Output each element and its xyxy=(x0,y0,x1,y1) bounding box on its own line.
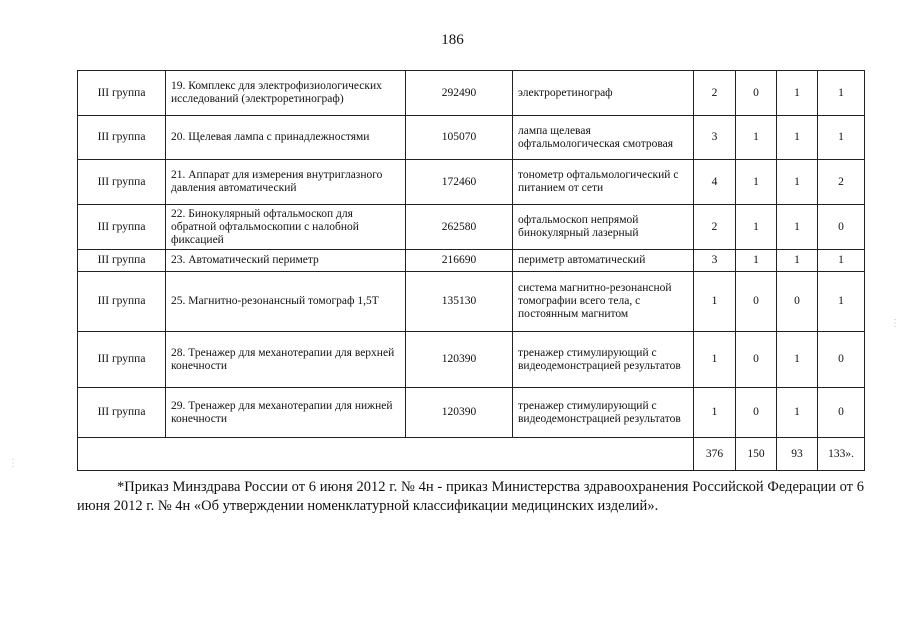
table-cell-count-3: 1 xyxy=(777,205,818,250)
table-cell-count-2: 0 xyxy=(736,272,777,332)
table-cell-kind: электроретинограф xyxy=(513,71,694,116)
table-cell-kind: офтальмоскоп непрямой бинокулярный лазерный xyxy=(513,205,694,250)
table-cell-code: 262580 xyxy=(406,205,513,250)
equipment-table xyxy=(77,70,865,471)
table-cell-count-3: 1 xyxy=(777,388,818,438)
table-cell-count-2: 0 xyxy=(736,388,777,438)
table-cell-count-4: 0 xyxy=(818,388,865,438)
table-cell-count-1: 2 xyxy=(694,71,736,116)
table-cell-count-1: 2 xyxy=(694,205,736,250)
table-cell-name: 22. Бинокулярный офтальмоскоп для обратной офтальмоскопии с налобной фиксацией xyxy=(166,205,406,250)
table-cell-count-1: 1 xyxy=(694,332,736,388)
table-cell-code: 172460 xyxy=(406,160,513,205)
table-cell-name: 19. Комплекс для электрофизиологических исследований (электроретинограф) xyxy=(166,71,406,116)
table-cell-name: 28. Тренажер для механотерапии для верхней конечности xyxy=(166,332,406,388)
margin-mark: ⋮ xyxy=(890,318,900,329)
table-cell-count-3: 1 xyxy=(777,71,818,116)
table-row xyxy=(78,160,865,205)
table-cell-count-3: 1 xyxy=(777,160,818,205)
table-cell-group: III группа xyxy=(78,205,166,250)
table-row xyxy=(78,332,865,388)
table-cell-group: III группа xyxy=(78,71,166,116)
table-cell-count-2: 1 xyxy=(736,205,777,250)
table-cell-code: 120390 xyxy=(406,388,513,438)
table-cell-count-1: 1 xyxy=(694,272,736,332)
table-cell-group: III группа xyxy=(78,388,166,438)
page-number: 186 xyxy=(441,32,464,48)
totals-blank-cell xyxy=(78,438,694,471)
table-cell-count-1: 3 xyxy=(694,116,736,160)
total-cell-4: 133». xyxy=(818,438,865,471)
table-cell-code: 120390 xyxy=(406,332,513,388)
margin-mark: ⋮ xyxy=(8,458,18,469)
footnote: *Приказ Минздрава России от 6 июня 2012 г. № 4н - приказ Министерства здравоохранения Российской Федерации от 6 июня 2012 г. № 4н «Об утверждении номенклатурной классификации медицинских изделий». xyxy=(77,479,864,514)
table-row xyxy=(78,205,865,250)
table-cell-count-2: 1 xyxy=(736,116,777,160)
table-cell-count-1: 4 xyxy=(694,160,736,205)
table-cell-count-4: 1 xyxy=(818,272,865,332)
table-cell-code: 135130 xyxy=(406,272,513,332)
table-cell-count-3: 1 xyxy=(777,250,818,272)
table-cell-count-3: 1 xyxy=(777,332,818,388)
table-cell-count-2: 0 xyxy=(736,332,777,388)
table-cell-group: III группа xyxy=(78,250,166,272)
table-cell-name: 25. Магнитно-резонансный томограф 1,5Т xyxy=(166,272,406,332)
table-cell-kind: тренажер стимулирующий с видеодемонстрацией результатов xyxy=(513,332,694,388)
table-row xyxy=(78,388,865,438)
total-cell-2: 150 xyxy=(736,438,777,471)
table-row xyxy=(78,116,865,160)
totals-row xyxy=(78,438,865,471)
table-cell-count-3: 0 xyxy=(777,272,818,332)
table-row xyxy=(78,250,865,272)
table-cell-group: III группа xyxy=(78,272,166,332)
table-cell-code: 216690 xyxy=(406,250,513,272)
table-cell-group: III группа xyxy=(78,160,166,205)
table-cell-kind: тренажер стимулирующий с видеодемонстрацией результатов xyxy=(513,388,694,438)
table-cell-count-4: 2 xyxy=(818,160,865,205)
table-cell-count-3: 1 xyxy=(777,116,818,160)
table-cell-count-4: 1 xyxy=(818,71,865,116)
table-cell-name: 23. Автоматический периметр xyxy=(166,250,406,272)
table-cell-count-2: 1 xyxy=(736,250,777,272)
table-cell-kind: система магнитно-резонансной томографии всего тела, с постоянным магнитом xyxy=(513,272,694,332)
table-cell-count-2: 1 xyxy=(736,160,777,205)
table-cell-name: 20. Щелевая лампа с принадлежностями xyxy=(166,116,406,160)
total-cell-3: 93 xyxy=(777,438,818,471)
table-row xyxy=(78,71,865,116)
table-cell-count-1: 3 xyxy=(694,250,736,272)
table-row xyxy=(78,272,865,332)
table-cell-kind: тонометр офтальмологический с питанием от сети xyxy=(513,160,694,205)
total-cell-1: 376 xyxy=(694,438,736,471)
table-cell-count-4: 1 xyxy=(818,250,865,272)
table-cell-count-2: 0 xyxy=(736,71,777,116)
table-cell-name: 29. Тренажер для механотерапии для нижней конечности xyxy=(166,388,406,438)
table-cell-code: 105070 xyxy=(406,116,513,160)
table-cell-count-4: 0 xyxy=(818,205,865,250)
table-cell-group: III группа xyxy=(78,116,166,160)
table-cell-name: 21. Аппарат для измерения внутриглазного давления автоматический xyxy=(166,160,406,205)
table-cell-code: 292490 xyxy=(406,71,513,116)
table-cell-kind: периметр автоматический xyxy=(513,250,694,272)
table-cell-count-1: 1 xyxy=(694,388,736,438)
table-cell-kind: лампа щелевая офтальмологическая смотровая xyxy=(513,116,694,160)
table-cell-group: III группа xyxy=(78,332,166,388)
table-cell-count-4: 0 xyxy=(818,332,865,388)
table-cell-count-4: 1 xyxy=(818,116,865,160)
